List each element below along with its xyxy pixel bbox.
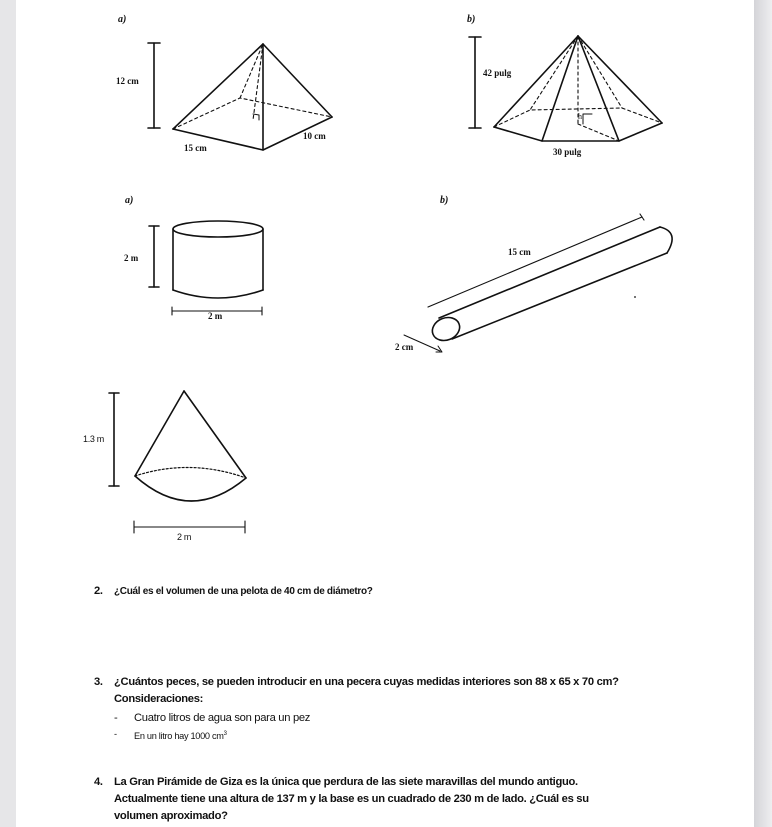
pyramid-b-drawing [469,36,662,141]
cylinder-a-width-label: 2 m [208,311,223,321]
pyramid-a-height-label: 12 cm [116,76,139,86]
question-2-text: ¿Cuál es el volumen de una pelota de 40 cm de diámetro? [114,586,373,597]
question-4-number: 4. [94,776,103,788]
consideration-2-exponent: 3 [223,731,227,737]
cone-height-label: 1.3 m [83,434,105,444]
question-4-line-3: volumen aproximado? [114,810,228,822]
pyramid-b-part-label: b) [467,14,476,25]
list-item [114,726,310,742]
list-item [114,710,310,726]
cylinder-b-length-label: 15 cm [508,247,531,257]
question-4-line-1: La Gran Pirámide de Giza es la única que perdura de las siete maravillas del mundo antiguo. [114,776,578,788]
question-2-number: 2. [94,585,103,597]
pyramid-a-width-label: 15 cm [184,143,207,153]
pyramid-b-height-label: 42 pulg [483,68,512,78]
pyramid-a-part-label: a) [118,14,127,25]
cylinder-b-part-label: b) [440,195,449,206]
question-4-line-2: Actualmente tiene una altura de 137 m y la base es un cuadrado de 230 m de lado. ¿Cuál es su [114,793,589,805]
cylinder-b-drawing [404,214,672,352]
question-3-number: 3. [94,676,103,688]
question-3-considerations-label: Consideraciones: [114,693,204,705]
cylinder-a-drawing [149,221,263,315]
pyramid-a-depth-label: 10 cm [303,131,326,141]
bullet-dash: - [114,729,117,739]
cylinder-a-part-label: a) [125,195,134,206]
bullet-dash: - [114,712,118,724]
cylinder-a-height-label: 2 m [124,253,139,263]
consideration-2: En un litro hay 1000 cm [134,731,224,742]
pyramid-b-base-label: 30 pulg [553,147,582,157]
cone-drawing [109,391,246,533]
question-3-considerations-list [114,710,310,742]
cylinder-b-diameter-label: 2 cm [395,342,414,352]
consideration-1: Cuatro litros de agua son para un pez [134,712,311,724]
question-3-text: ¿Cuántos peces, se pueden introducir en una pecera cuyas medidas interiores son 88 x 65 x 70 cm? [114,676,619,688]
cone-width-label: 2 m [177,532,192,542]
pyramid-b-h-mark: h [578,112,582,121]
